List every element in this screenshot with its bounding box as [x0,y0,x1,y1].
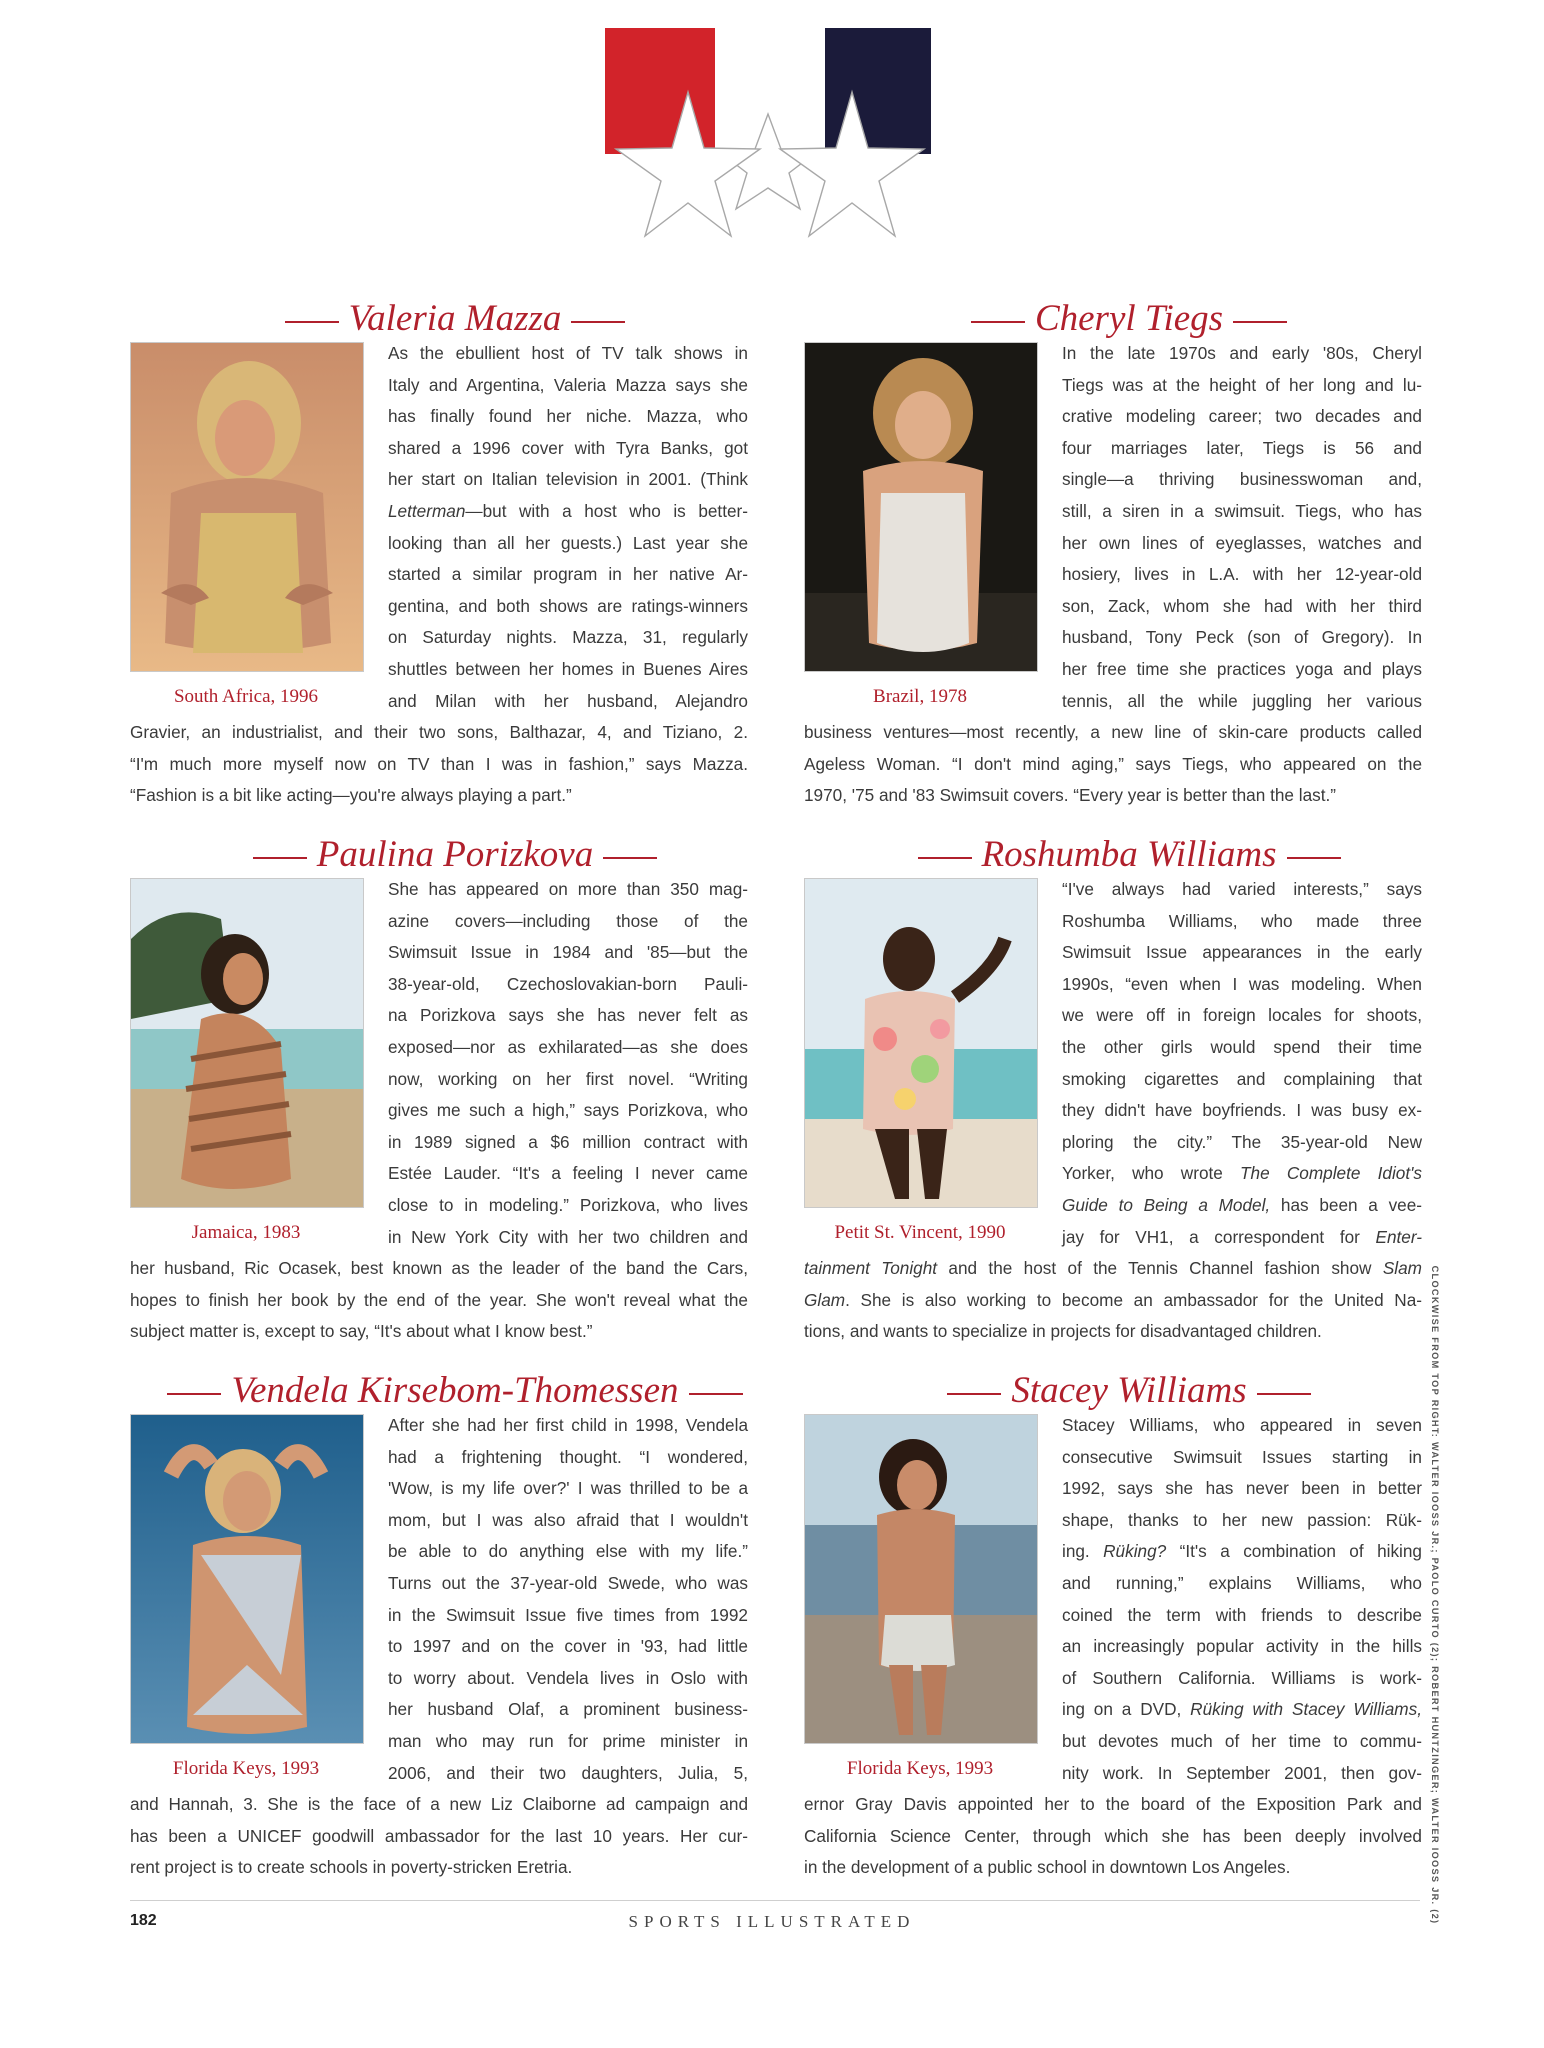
bio-line: tennis, all the while juggling her various [1062,690,1422,711]
bio-line: California Science Center, through which she has been deeply involved [804,1825,1422,1846]
bio-line: Italy and Argentina, Valeria Mazza says she [388,374,748,395]
photo-credit: CLOCKWISE FROM TOP RIGHT: WALTER IOOSS JR.; PAOLO CURTO (2); ROBERT HUNTZINGER; WALTER IOOSS JR. (2) [1430,1265,1440,1925]
profile-cheryl-tiegs [804,296,1454,816]
bio-line: jay for VH1, a correspondent for Enter- [1062,1226,1422,1247]
profile-caption: Jamaica, 1983 [191,1222,301,1243]
bio-line: crative modeling career; two decades and [1062,406,1422,427]
bio-line: After she had her first child in 1998, Vendela [388,1415,748,1435]
bio-line: subject matter is, except to say, “It's about what I know best.” [130,1321,593,1342]
bio-line: and Hannah, 3. She is the face of a new Liz Claiborne ad campaign and [130,1794,748,1815]
profile-caption: Petit St. Vincent, 1990 [834,1222,1006,1243]
bio-line: still, a siren in a swimsuit. Tiegs, who has [1062,501,1422,521]
bio-line: “I'm much more myself now on TV than I was in fashion,” says Mazza. [130,753,748,774]
bio-line: hosiery, lives in L.A. with her 12-year-old [1062,564,1422,585]
bio-line: gives me such a high,” says Porizkova, who [388,1100,748,1121]
bio-line: shuttles between her homes in Buenes Aires [388,659,748,679]
bio-line: business ventures—most recently, a new line of skin-care products called [804,722,1422,743]
profile-caption: Brazil, 1978 [873,686,967,707]
page-number: 182 [130,1912,157,1929]
bio-line: coined the term with friends to describe [1062,1604,1422,1625]
bio-line: Swimsuit Issue appearances in the early [1062,942,1422,963]
bio-line: shape, thanks to her new passion: Rük- [1062,1509,1422,1530]
profile-vendela-kirsebom-thomessen [130,1368,780,1888]
bio-line: the other girls would spend their time [1062,1037,1422,1057]
bio-line: ploring the city.” The 35-year-old New [1062,1131,1422,1152]
profile-roshumba-williams [804,832,1454,1352]
bio-line: As the ebullient host of TV talk shows in [388,343,748,363]
bio-line: and Milan with her husband, Alejandro [388,690,748,711]
bio-line: rent project is to create schools in poverty-stricken Eretria. [130,1857,573,1878]
bio-line: na Porizkova says she has never felt as [388,1005,748,1026]
bio-line: son, Zack, whom she had with her third [1062,595,1422,616]
bio-line: in New York City with her two children and [388,1226,748,1247]
bio-line: to worry about. Vendela lives in Oslo with [388,1667,748,1688]
bio-line: in the Swimsuit Issue five times from 1992 [388,1604,748,1625]
bio-line: Estée Lauder. “It's a feeling I never came [388,1163,748,1184]
bio-line: Swimsuit Issue in 1984 and '85—but the [388,942,748,963]
bio-line: ernor Gray Davis appointed her to the board of the Exposition Park and [804,1794,1422,1815]
bio-line: “Fashion is a bit like acting—you're always playing a part.” [130,785,572,806]
bio-line: they didn't have boyfriends. I was busy ex- [1062,1100,1422,1121]
profile-caption: Florida Keys, 1993 [172,1758,320,1779]
profile-valeria-mazza [130,296,780,816]
bio-line: 'Wow, is my life over?' I was thrilled to be a [388,1478,748,1499]
bio-line: ing. Rüking? “It's a combination of hiking [1062,1541,1422,1562]
profile-name: Valeria Mazza [130,296,780,342]
profile-photo [130,1414,364,1744]
bio-line: her free time she practices yoga and plays [1062,659,1422,679]
bio-line: we were off in foreign locales for shoots, [1062,1005,1422,1026]
bio-line: nity work. In September 2001, then gov- [1062,1762,1422,1783]
profile-photo [804,878,1038,1208]
bio-line: single—a thriving businesswoman and, [1062,469,1422,490]
bio-line: husband, Tony Peck (son of Gregory). In [1062,627,1422,648]
profile-name: Vendela Kirsebom-Thomessen [130,1368,780,1414]
profile-name: Cheryl Tiegs [804,296,1454,342]
bio-line: Roshumba Williams, who made three [1062,910,1422,931]
bio-line: four marriages later, Tiegs is 56 and [1062,437,1422,458]
profile-paulina-porizkova [130,832,780,1352]
bio-line: looking than all her guests.) Last year she [388,532,748,553]
bio-line: hopes to finish her book by the end of the year. She won't reveal what the [130,1289,748,1310]
bio-line: “I've always had varied interests,” says [1062,879,1422,899]
bio-line: tainment Tonight and the host of the Tennis Channel fashion show Slam [804,1258,1422,1279]
bio-line: but devotes much of her time to commu- [1062,1731,1422,1751]
bio-line: of Southern California. Williams is work- [1062,1667,1422,1688]
bio-line: 1990s, “even when I was modeling. When [1062,973,1422,994]
bio-line: man who may run for prime minister in [388,1731,748,1751]
bio-line: In the late 1970s and early '80s, Cheryl [1062,343,1422,363]
bio-line: her start on Italian television in 2001. (Think [388,469,748,490]
profile-caption: South Africa, 1996 [173,686,319,707]
profile-name: Paulina Porizkova [130,832,780,878]
bio-line: an increasingly popular activity in the hills [1062,1636,1422,1657]
swimsuit-logo [600,24,940,260]
bio-line: started a similar program in her native Ar- [388,564,748,585]
bio-line: exposed—nor as exhilarated—as she does [388,1037,748,1057]
bio-line: Letterman—but with a host who is better- [388,501,748,521]
bio-line: Glam. She is also working to become an ambassador for the United Na- [804,1289,1422,1310]
bio-line: Tiegs was at the height of her long and lu- [1062,374,1422,395]
profile-name: Stacey Williams [804,1368,1454,1414]
bio-line: close to in modeling.” Porizkova, who lives [388,1195,748,1215]
bio-line: ing on a DVD, Rüking with Stacey Williams, [1062,1699,1422,1720]
profile-photo [804,1414,1038,1744]
bio-line: had a frightening thought. “I wondered, [388,1446,748,1467]
profile-name: Roshumba Williams [804,832,1454,878]
bio-line: her husband, Ric Ocasek, best known as the leader of the band the Cars, [130,1258,748,1279]
bio-line: Guide to Being a Model, has been a vee- [1062,1195,1423,1215]
bio-line: in 1989 signed a $6 million contract with [388,1131,748,1152]
profile-photo [130,342,364,672]
bio-line: Gravier, an industrialist, and their two sons, Balthazar, 4, and Tiziano, 2. [130,722,748,743]
bio-line: and running,” explains Williams, who [1062,1573,1422,1593]
bio-line: shared a 1996 cover with Tyra Banks, got [388,437,748,458]
bio-line: Yorker, who wrote The Complete Idiot's [1062,1163,1422,1184]
bio-line: consecutive Swimsuit Issues starting in [1062,1446,1422,1467]
bio-line: her husband Olaf, a prominent business- [388,1699,748,1720]
bio-line: to 1997 and on the cover in '93, had little [388,1636,748,1657]
bio-line: smoking cigarettes and complaining that [1062,1068,1422,1089]
bio-line: 38-year-old, Czechoslovakian-born Pauli- [388,973,748,994]
bio-line: has finally found her niche. Mazza, who [388,406,748,427]
bio-line: in the development of a public school in downtown Los Angeles. [804,1857,1291,1878]
bio-line: 1970, '75 and '83 Swimsuit covers. “Every year is better than the last.” [804,785,1336,806]
profile-stacey-williams [804,1368,1454,1888]
bio-line: has been a UNICEF goodwill ambassador for the last 10 years. Her cur- [130,1825,748,1846]
bio-line: She has appeared on more than 350 mag- [388,879,748,899]
bio-line: mom, but I was also afraid that I wouldn't [388,1509,748,1530]
profile-photo [804,342,1038,672]
bio-line: 1992, says she has never been in better [1062,1478,1422,1499]
bio-line: Ageless Woman. “I don't mind aging,” says Tiegs, who appeared on the [804,753,1422,774]
bio-line: azine covers—including those of the [388,910,748,931]
magazine-name: SPORTS ILLUSTRATED [628,1912,916,1931]
bio-line: 2006, and their two daughters, Julia, 5, [388,1762,748,1783]
profile-caption: Florida Keys, 1993 [846,1758,994,1779]
profile-photo [130,878,364,1208]
bio-line: Turns out the 37-year-old Swede, who was [388,1573,748,1593]
bio-line: now, working on her first novel. “Writing [388,1068,748,1089]
bio-line: be able to do anything else with my life.” [388,1541,748,1562]
bio-line: on Saturday nights. Mazza, 31, regularly [388,627,748,648]
footer-divider [130,1900,1420,1901]
bio-line: tions, and wants to specialize in projects for disadvantaged children. [804,1321,1322,1342]
bio-line: Stacey Williams, who appeared in seven [1062,1415,1422,1435]
bio-line: her own lines of eyeglasses, watches and [1062,532,1422,553]
bio-line: gentina, and both shows are ratings-winners [388,595,748,616]
